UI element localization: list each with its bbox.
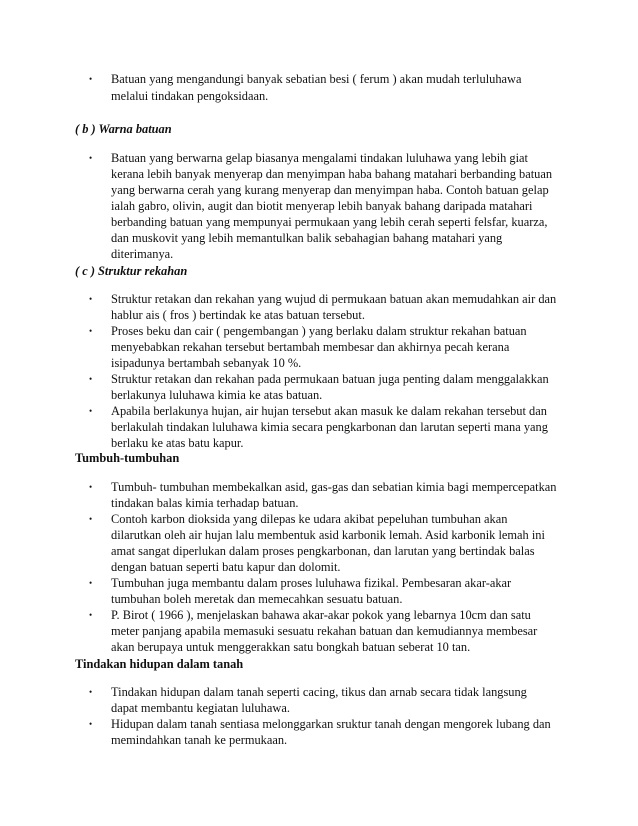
text-line: memindahkan tanah ke permukaan. — [111, 733, 288, 747]
text-line: dilarutkan oleh air hujan lalu membentuk asid karbonik lemah. Asid karbonik lemah ini — [111, 528, 545, 542]
text-line: Batuan yang berwarna gelap biasanya mengalami tindakan luluhawa yang lebih giat — [111, 151, 529, 165]
bullet-icon: • — [89, 153, 93, 163]
text-line: dengan batuan seperti batu kapur dan dolomit. — [111, 560, 341, 574]
text-line: melalui tindakan pengoksidaan. — [111, 89, 269, 103]
bullet-icon: • — [89, 482, 93, 492]
text-line: berlakunya luluhawa kimia ke atas batuan. — [111, 388, 323, 402]
section-heading: ( b ) Warna batuan — [75, 122, 172, 136]
text-line: hablur ais ( fros ) bertindak ke atas batuan tersebut. — [111, 308, 365, 322]
bullet-icon: • — [89, 294, 93, 304]
text-line: dapat membantu kegiatan luluhawa. — [111, 701, 290, 715]
text-line: Struktur retakan dan rekahan yang wujud di permukaan batuan akan memudahkan air dan — [111, 292, 557, 306]
text-line: akan berupaya untuk menggerakkan satu bongkah batuan seberat 10 tan. — [111, 640, 471, 654]
bullet-icon: • — [89, 687, 93, 697]
bullet-icon: • — [89, 514, 93, 524]
text-line: kerana lebih banyak menyerap dan menyimpan haba bahang matahari berbanding batuan — [111, 167, 553, 181]
text-line: Tindakan hidupan dalam tanah seperti cacing, tikus dan arnab secara tidak langsung — [111, 685, 527, 699]
text-line: berlaku ke atas batu kapur. — [111, 436, 244, 450]
text-line: Hidupan dalam tanah sentiasa melonggarkan sruktur tanah dengan mengorek lubang dan — [111, 717, 551, 731]
section-heading: Tindakan hidupan dalam tanah — [75, 657, 244, 671]
text-line: Tumbuh- tumbuhan membekalkan asid, gas-gas dan sebatian kimia bagi mempercepatkan — [111, 480, 557, 494]
bullet-icon: • — [89, 406, 93, 416]
text-line: Batuan yang mengandungi banyak sebatian besi ( ferum ) akan mudah terluluhawa — [111, 72, 522, 86]
text-line: Contoh karbon dioksida yang dilepas ke udara akibat pepeluhan tumbuhan akan — [111, 512, 508, 526]
bullet-icon: • — [89, 610, 93, 620]
text-line: ialah gabro, olivin, augit dan biotit menyerap lebih banyak bahang daripada matahari — [111, 199, 533, 213]
text-line: Struktur retakan dan rekahan pada permukaan batuan juga penting dalam menggalakkan — [111, 372, 549, 386]
text-line: Proses beku dan cair ( pengembangan ) yang berlaku dalam struktur rekahan batuan — [111, 324, 527, 338]
text-line: berbanding batuan yang mempunyai permukaan yang lebih cerah seperti felsfar, kuarza, — [111, 215, 548, 229]
text-line: Tumbuhan juga membantu dalam proses luluhawa fizikal. Pembesaran akar-akar — [111, 576, 512, 590]
text-line: Apabila berlakunya hujan, air hujan tersebut akan masuk ke dalam rekahan tersebut dan — [111, 404, 547, 418]
text-line: dan muskovit yang lebih memantulkan balik sebahagian bahang matahari yang — [111, 231, 503, 245]
text-line: tindakan balas kimia terhadap batuan. — [111, 496, 299, 510]
bullet-icon: • — [89, 719, 93, 729]
text-line: yang berwarna cerah yang kurang menyerap dan menyimpan haba. Contoh batuan gelap — [111, 183, 549, 197]
bullet-icon: • — [89, 578, 93, 588]
text-line: meter panjang apabila memasuki sesuatu rekahan batuan dan kemudiannya membesar — [111, 624, 538, 638]
text-line: berlakulah tindakan luluhawa kimia secara pengkarbonan dan larutan seperti mana yang — [111, 420, 548, 434]
text-line: P. Birot ( 1966 ), menjelaskan bahawa akar-akar pokok yang lebarnya 10cm dan satu — [111, 608, 531, 622]
text-line: menyebabkan rekahan tersebut bertambah membesar dan akhirnya pecah kerana — [111, 340, 510, 354]
text-line: amat sangat diperlukan dalam proses pengkarbonan, dan larutan yang bertindak balas — [111, 544, 535, 558]
bullet-icon: • — [89, 374, 93, 384]
text-line: isipadunya bertambah sebanyak 10 %. — [111, 356, 302, 370]
text-line: diterimanya. — [111, 247, 174, 261]
section-heading: Tumbuh-tumbuhan — [75, 451, 180, 465]
bullet-icon: • — [89, 74, 93, 84]
section-heading: ( c ) Struktur rekahan — [75, 264, 188, 278]
text-line: tumbuhan boleh meretak dan memecahkan sesuatu batuan. — [111, 592, 403, 606]
bullet-icon: • — [89, 326, 93, 336]
